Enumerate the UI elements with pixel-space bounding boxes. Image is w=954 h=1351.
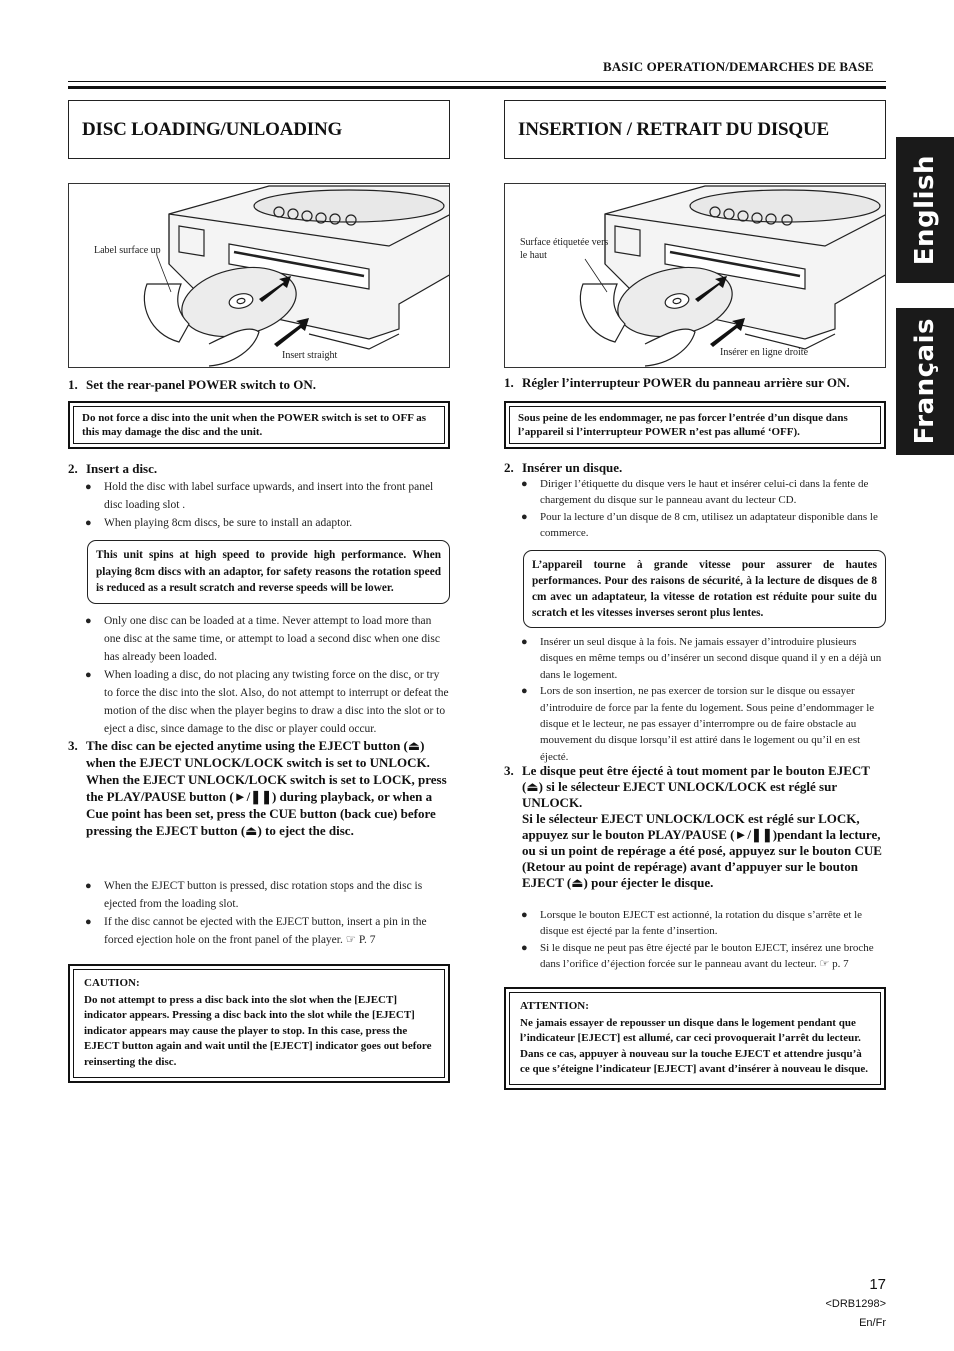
page-header-title: BASIC OPERATION/DEMARCHES DE BASE bbox=[603, 59, 874, 74]
caution-title-fr: ATTENTION: bbox=[520, 1000, 589, 1012]
section-title-en: DISC LOADING/UNLOADING bbox=[82, 118, 343, 140]
step-1-fr: 1. Régler l’interrupteur POWER du panneau arrière sur ON. bbox=[504, 375, 850, 390]
cd-player-illustration-en bbox=[69, 184, 450, 368]
step-2-en: 2. Insert a disc. bbox=[68, 461, 158, 476]
list-item: ● Insérer un seul disque à la fois. Ne jamais essayer d’introduire plusieurs disques en même temps ou d’insérer un second disque quand il y en a déjà un dans le logement. bbox=[504, 634, 886, 683]
warning-box-en bbox=[68, 401, 450, 449]
caution-text-fr: Ne jamais essayer de repousser un disque dans le logement pendant que l’indicateur [EJECT] est allumé, car ceci provoquerait l’arrêt du lecteur. Dans ce cas, appuyer à nouveau sur la touche EJECT et attendre jusqu’à ce que s’éteigne l’indicateur [EJECT] avant d’insérer à nouveau le disque. bbox=[520, 1016, 869, 1076]
step-3-bullets-fr bbox=[504, 907, 886, 973]
list-item: ● Si le disque ne peut pas être éjecté par le bouton EJECT, insérez une broche dans l’orifice d’éjection forcée sur le panneau avant du lecteur. ☞ p. 7 bbox=[504, 940, 886, 973]
disc-loading-figure-fr bbox=[504, 183, 886, 368]
document-code: <DRB1298> bbox=[825, 1298, 886, 1310]
step-3-bullets-en bbox=[68, 877, 450, 949]
caution-title-en: CAUTION: bbox=[84, 977, 140, 989]
list-item: ● When loading a disc, do not placing any twisting force on the disc, or try to force the disc into the slot. Also, do not attempt to interrupt or defeat the motion of the disc when the player begins to draw a disc into the slot or to eject a disc, since damage to the disc or player could occur. bbox=[68, 666, 450, 738]
tab-english[interactable]: English bbox=[896, 137, 954, 283]
step-2-bullets-more-en bbox=[68, 612, 450, 738]
step-2-fr: 2. Insérer un disque. bbox=[504, 460, 623, 475]
warning-text-fr: Sous peine de les endommager, ne pas forcer l’entrée d’un disque dans l’appareil si l’interrupteur POWER n’est pas allumé ‘OFF). bbox=[509, 406, 881, 444]
list-item: ● If the disc cannot be ejected with the EJECT button, insert a pin in the forced ejection hole on the front panel of the player. ☞ P. 7 bbox=[68, 913, 450, 949]
step-2-bullets-more-fr bbox=[504, 634, 886, 765]
step-2-bullets-fr bbox=[504, 476, 886, 542]
warning-box-fr bbox=[504, 401, 886, 449]
note-box-fr: L’appareil tourne à grande vitesse pour assurer de hautes performances. Pour des raisons de sécurité, à la lecture de disques de 8 cm avec un adaptateur, la vitesse de rotation est réduite pour suite du scratch et les vitesses inverses seront plus lentes. bbox=[523, 550, 886, 628]
disc-loading-figure-en bbox=[68, 183, 450, 368]
step-1-en: 1. Set the rear-panel POWER switch to ON. bbox=[68, 377, 317, 392]
step-3-fr: 3. Le disque peut être éjecté à tout moment par le bouton EJECT (⏏) si le sélecteur EJECT UNLOCK/LOCK est réglé sur UNLOCK. Si le sélecteur EJECT UNLOCK/LOCK est réglé sur LOCK, appuyez sur le bouton PLAY/PAUSE (►/❚❚)pendant la lecture, ou si un point de repérage a été posé, appuyez sur le bouton CUE (Retour au point de repérage) avant d’appuyer sur le bouton EJECT (⏏) pour éjecter le disque. bbox=[504, 763, 882, 890]
header-rule-thick bbox=[68, 86, 886, 89]
step-2-bullets-en bbox=[68, 478, 450, 532]
language-code: En/Fr bbox=[859, 1317, 886, 1329]
page-number: 17 bbox=[869, 1276, 886, 1293]
header-rule-thin bbox=[68, 81, 886, 82]
tab-francais[interactable]: Français bbox=[896, 308, 954, 455]
section-title-fr: INSERTION / RETRAIT DU DISQUE bbox=[518, 118, 829, 140]
list-item: ● When the EJECT button is pressed, disc rotation stops and the disc is ejected from the loading slot. bbox=[68, 877, 450, 913]
cd-player-illustration-fr bbox=[505, 184, 886, 368]
figure-label-surface-up-en: Label surface up bbox=[94, 245, 161, 256]
section-title-box-fr bbox=[504, 100, 886, 159]
figure-label-insert-straight-en: Insert straight bbox=[282, 350, 338, 361]
section-title-box-en bbox=[68, 100, 450, 159]
caution-text-en: Do not attempt to press a disc back into the slot when the [EJECT] indicator appears. Pressing a disc back into the slot while the [EJECT] indicator appears may cause the player to stop. In this case, press the EJECT button again and wait until the [EJECT] indicator goes out before reinserting the disc. bbox=[84, 993, 432, 1068]
list-item: ● Only one disc can be loaded at a time. Never attempt to load more than one disc at the same time, or attempt to load a second disc when one disc has already been loaded. bbox=[68, 612, 450, 666]
figure-label-surface-up-fr: Surface étiquetée vers le haut bbox=[520, 237, 609, 261]
figure-label-insert-straight-fr: Insérer en ligne droite bbox=[720, 347, 809, 358]
list-item: ● Lorsque le bouton EJECT est actionné, la rotation du disque s’arrête et le disque est éjecté par la fente d’insertion. bbox=[504, 907, 886, 940]
note-box-en: This unit spins at high speed to provide high performance. When playing 8cm discs with an adaptor, for safety reasons the rotation speed is reduced as a result scratch and reverse speeds will be lower. bbox=[87, 540, 450, 604]
warning-text-en: Do not force a disc into the unit when the POWER switch is set to OFF as this may damage the disc and the unit. bbox=[73, 406, 445, 444]
caution-box-fr bbox=[504, 987, 886, 1090]
list-item: ● When playing 8cm discs, be sure to install an adaptor. bbox=[68, 514, 450, 532]
list-item: ● Hold the disc with label surface upwards, and insert into the front panel disc loading slot . bbox=[68, 478, 450, 514]
list-item: ● Diriger l’étiquette du disque vers le haut et insérer celui-ci dans la fente de chargement du disque sur le panneau avant du lecteur CD. bbox=[504, 476, 886, 509]
list-item: ● Pour la lecture d’un disque de 8 cm, utilisez un adaptateur disponible dans le commerce. bbox=[504, 509, 886, 542]
caution-box-en bbox=[68, 964, 450, 1083]
step-3-en: 3. The disc can be ejected anytime using the EJECT button (⏏) when the EJECT UNLOCK/LOCK switch is set to UNLOCK. When the EJECT UNLOCK/LOCK switch is set to LOCK, press the PLAY/PAUSE button (►/❚❚) during playback, or when a Cue point has been set, press the CUE button (back cue) before pressing the EJECT button (⏏) to eject the disc. bbox=[68, 738, 447, 838]
list-item: ● Lors de son insertion, ne pas exercer de torsion sur le disque ou essayer d’introduire de force par la fente du logement. Sous peine d’endommager le disque et le lecteur, ne pas essayer d’interrompre ou de faire obstacle au mouvement du disque lorsqu’il est attiré dans le logement ou qu’il en est éjecté. bbox=[504, 683, 886, 765]
